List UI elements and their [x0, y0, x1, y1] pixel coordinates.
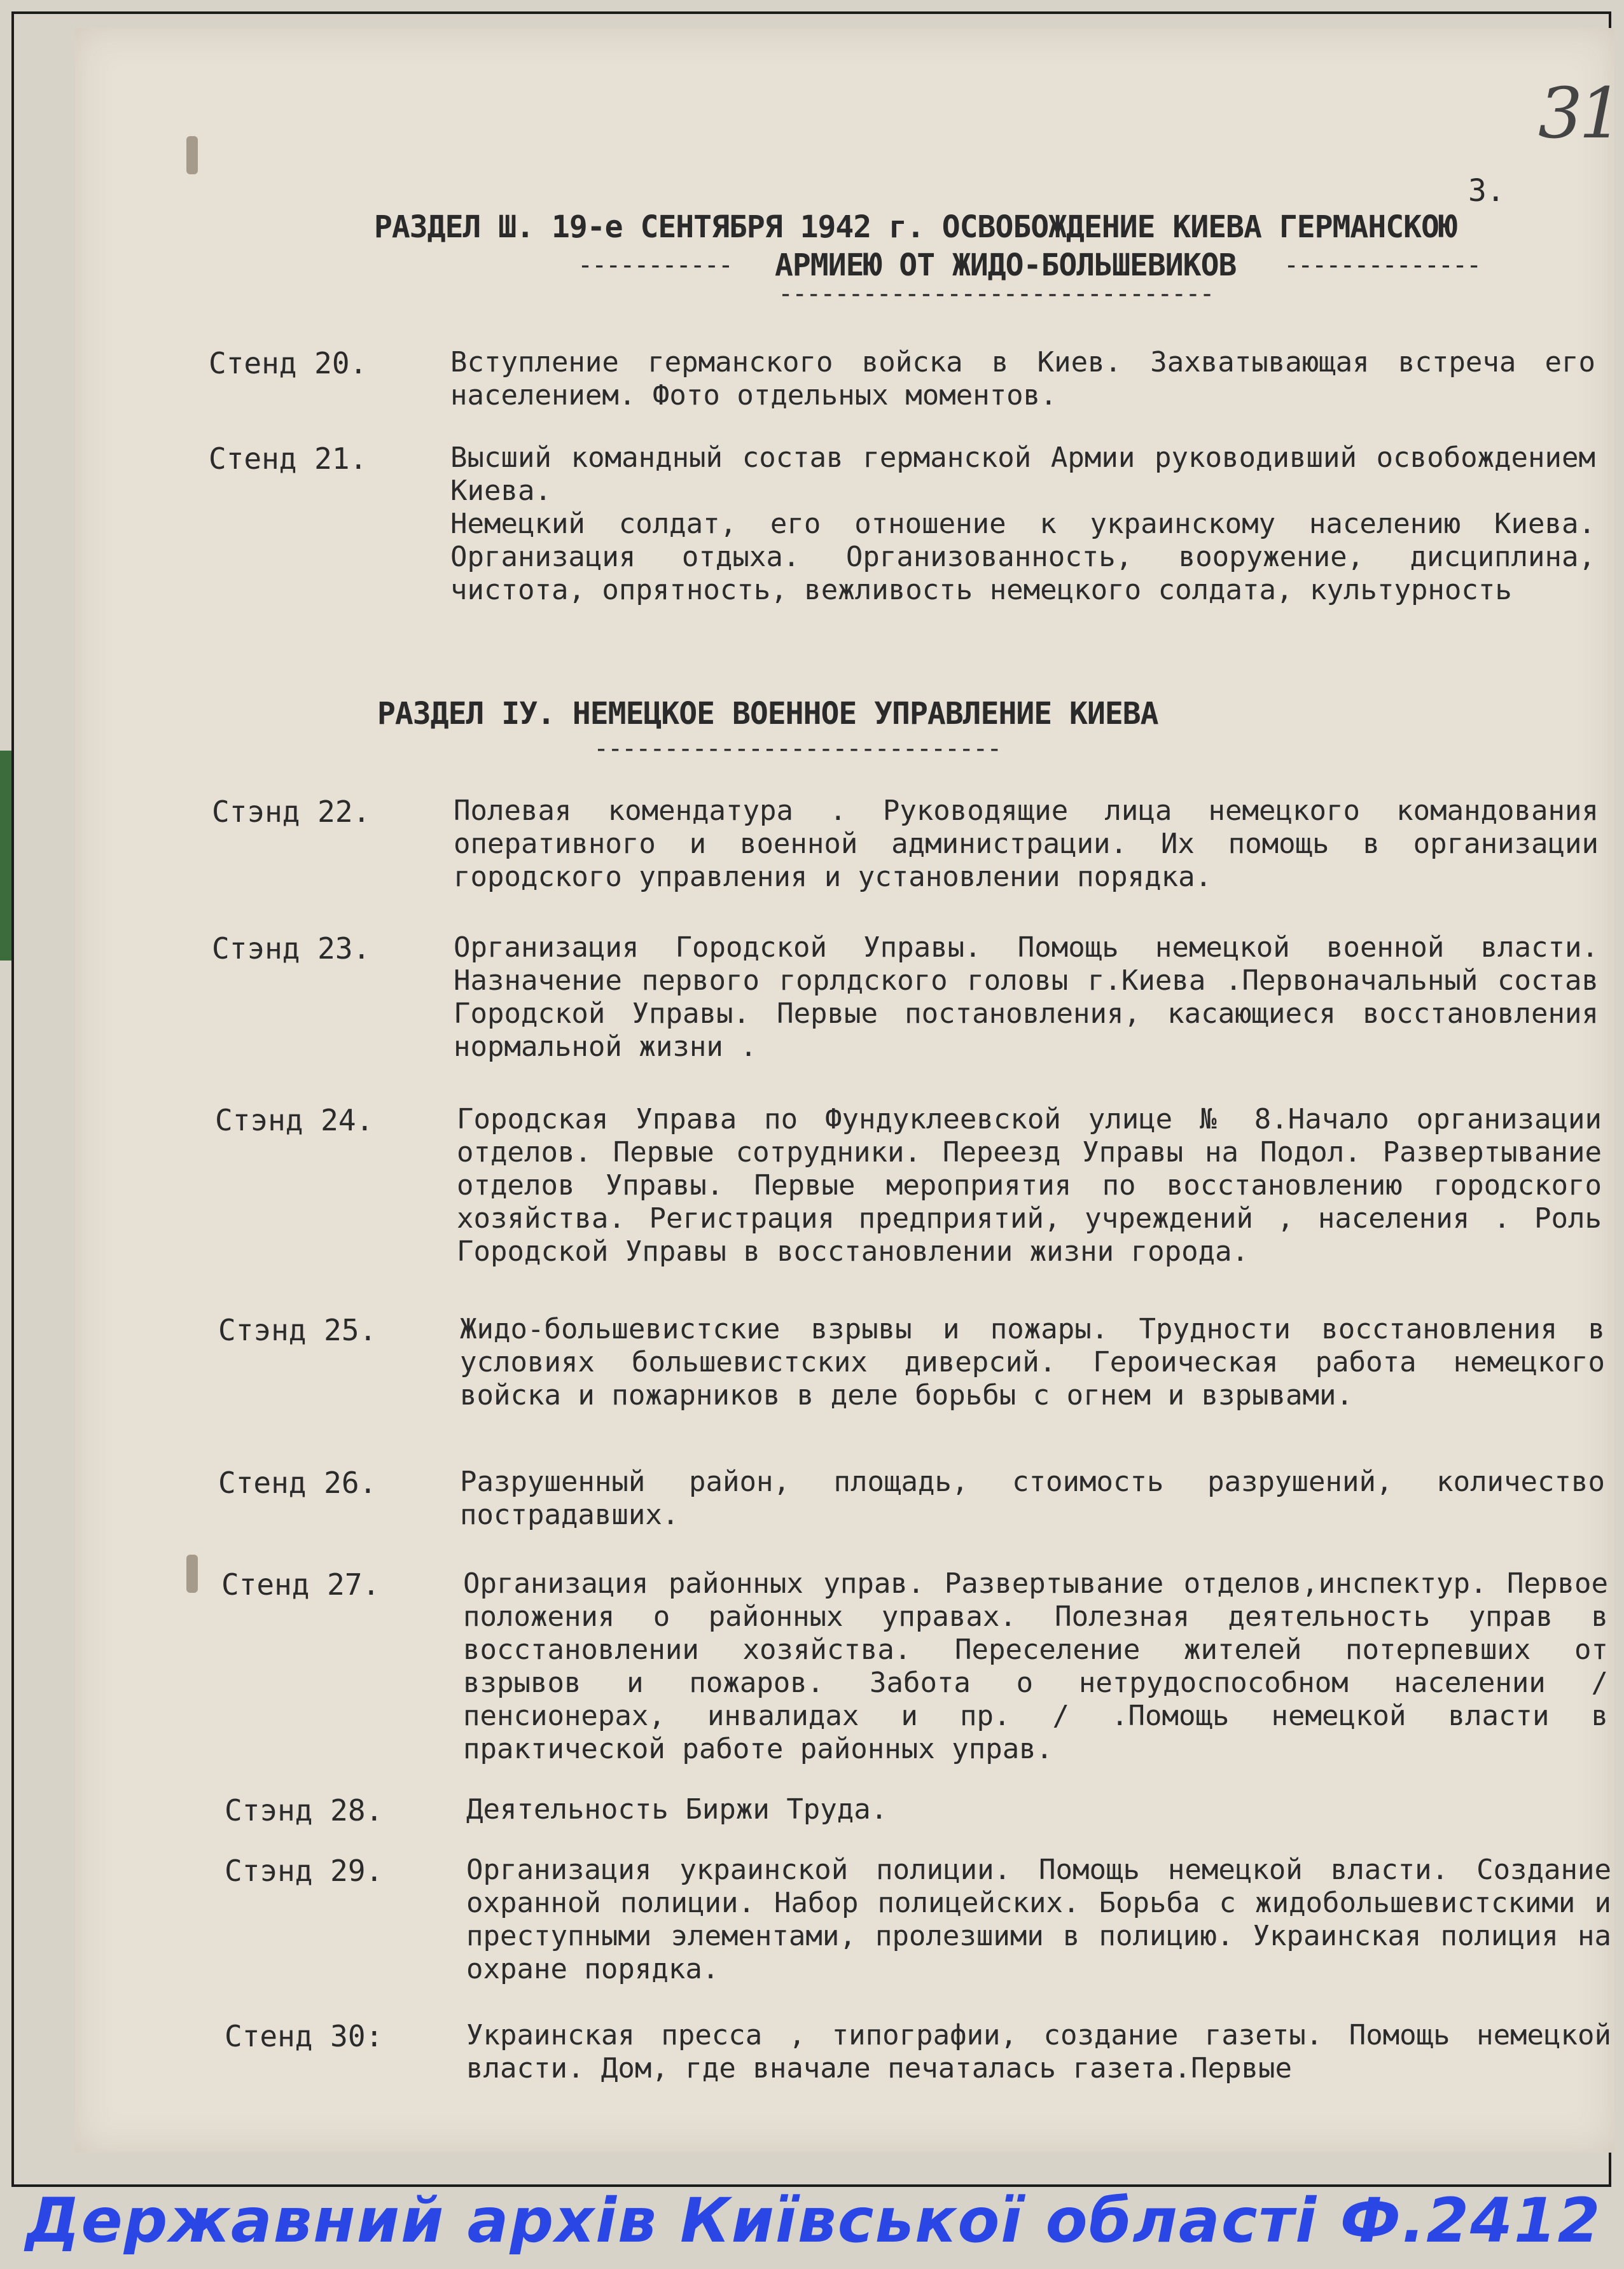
stand-20	[209, 346, 1624, 412]
stand-label: Стенд 30:	[225, 2019, 384, 2053]
heading-underline: -----------------------------	[593, 734, 1001, 763]
stand-23	[212, 931, 1624, 1063]
stand-label: Стэнд 25.	[218, 1313, 377, 1347]
scan-edge-mark	[0, 751, 11, 961]
stand-text: Деятельность Биржи Труда.	[466, 1793, 888, 1826]
stand-28	[225, 1793, 1624, 1828]
heading-dash-left: -----------	[578, 251, 732, 280]
stand-label: Стэнд 23.	[212, 931, 371, 966]
stand-text: Городская Управа по Фундуклеевской улице № 8.Начало организации отделов. Первые сотрудники. Переезд Управы на Подол. Развертывание отделов Управы. Первые мероприятия по восстановлению городского хозяйства. Регистрация предприятий, учреждений , населения . Роль Городской Управы в восстановлении жизни города.	[457, 1103, 1602, 1268]
stand-24	[215, 1103, 1624, 1268]
stand-label: Стенд 20.	[209, 346, 368, 380]
stand-text-continued: Немецкий солдат, его отношение к украинскому населению Киева. Организация отдыха. Организованность, вооружение, дисциплина, чистота, опрятность, вежливость немецкого солдата, культурность	[450, 508, 1595, 606]
stand-30	[225, 2019, 1624, 2085]
archive-page-number: 31	[1538, 73, 1620, 154]
heading-underline: -------------------------------	[778, 279, 1214, 309]
stand-25	[218, 1313, 1624, 1412]
stand-21	[209, 441, 1624, 606]
page-number: 3.	[1468, 173, 1505, 209]
stand-text: Жидо-большевистские взрывы и пожары. Трудности восстановления в условиях большевистских диверсий. Героическая работа немецкого войска и пожарников в деле борьбы с огнем и взрывами.	[460, 1313, 1605, 1412]
stand-label: Стенд 21.	[209, 441, 368, 476]
archive-watermark: Державний архів Київської області Ф.2412	[25, 2185, 1602, 2256]
stand-text: Организация районных управ. Развертывание отделов,инспектур. Первое положения о районных управах. Полезная деятельность управ в восстановлении хозяйства. Переселение жителей потерпевших от взрывов и пожаров. Забота о нетрудоспособном населении / пенсионерах, инвалидах и пр. / .Помощь немецкой власти в практической работе районных управ.	[463, 1567, 1608, 1765]
stand-text: Разрушенный район, площадь, стоимость разрушений, количество пострадавших.	[460, 1466, 1605, 1531]
typewritten-page	[75, 28, 1620, 2153]
section3-heading-line2: АРМИЕЮ ОТ ЖИДО-БОЛЬШЕВИКОВ	[775, 247, 1237, 283]
stand-text: Организация Городской Управы. Помощь немецкой военной власти. Назначение первого горлдского головы г.Киева .Первоначальный состав Городской Управы. Первые постановления, касающиеся восстановления нормальной жизни .	[454, 931, 1599, 1063]
stand-text: Высший командный состав германской Армии руководивший освобождением Киева.	[450, 441, 1595, 507]
stand-text: Украинская пресса , типографии, создание газеты. Помощь немецкой власти. Дом, где вначале печаталась газета.Первые	[466, 2019, 1611, 2085]
stand-text: Вступление германского войска в Киев. Захватывающая встреча его населением. Фото отдельных моментов.	[450, 346, 1595, 412]
punch-hole-mark	[186, 136, 198, 174]
stand-label: Стэнд 24.	[215, 1103, 374, 1137]
punch-hole-mark	[186, 1555, 198, 1593]
stand-label: Стэнд 29.	[225, 1854, 384, 1888]
stand-label: Стенд 26.	[218, 1466, 377, 1500]
stand-text: Полевая комендатура . Руководящие лица немецкого командования оперативного и военной администрации. Их помощь в организации городского управления и установлении порядка.	[454, 794, 1599, 893]
heading-dash-right: --------------	[1284, 251, 1481, 280]
section3-heading-line1: РАЗДЕЛ Ш. 19-е СЕНТЯБРЯ 1942 г. ОСВОБОЖДЕНИЕ КИЕВА ГЕРМАНСКОЮ	[374, 209, 1457, 245]
stand-text: Организация украинской полиции. Помощь немецкой власти. Создание охранной полиции. Набор полицейских. Борьба с жидобольшевистскими и преступными элементами, пролезшими в полицию. Украинская полиция на охране порядка.	[466, 1854, 1611, 1985]
stand-label: Стэнд 22.	[212, 794, 371, 829]
stand-27	[221, 1567, 1624, 1765]
stand-label: Стэнд 28.	[225, 1793, 384, 1828]
stand-label: Стенд 27.	[221, 1567, 380, 1602]
section4-heading: РАЗДЕЛ IУ. НЕМЕЦКОЕ ВОЕННОЕ УПРАВЛЕНИЕ КИЕВА	[377, 696, 1158, 732]
stand-22	[212, 794, 1624, 893]
